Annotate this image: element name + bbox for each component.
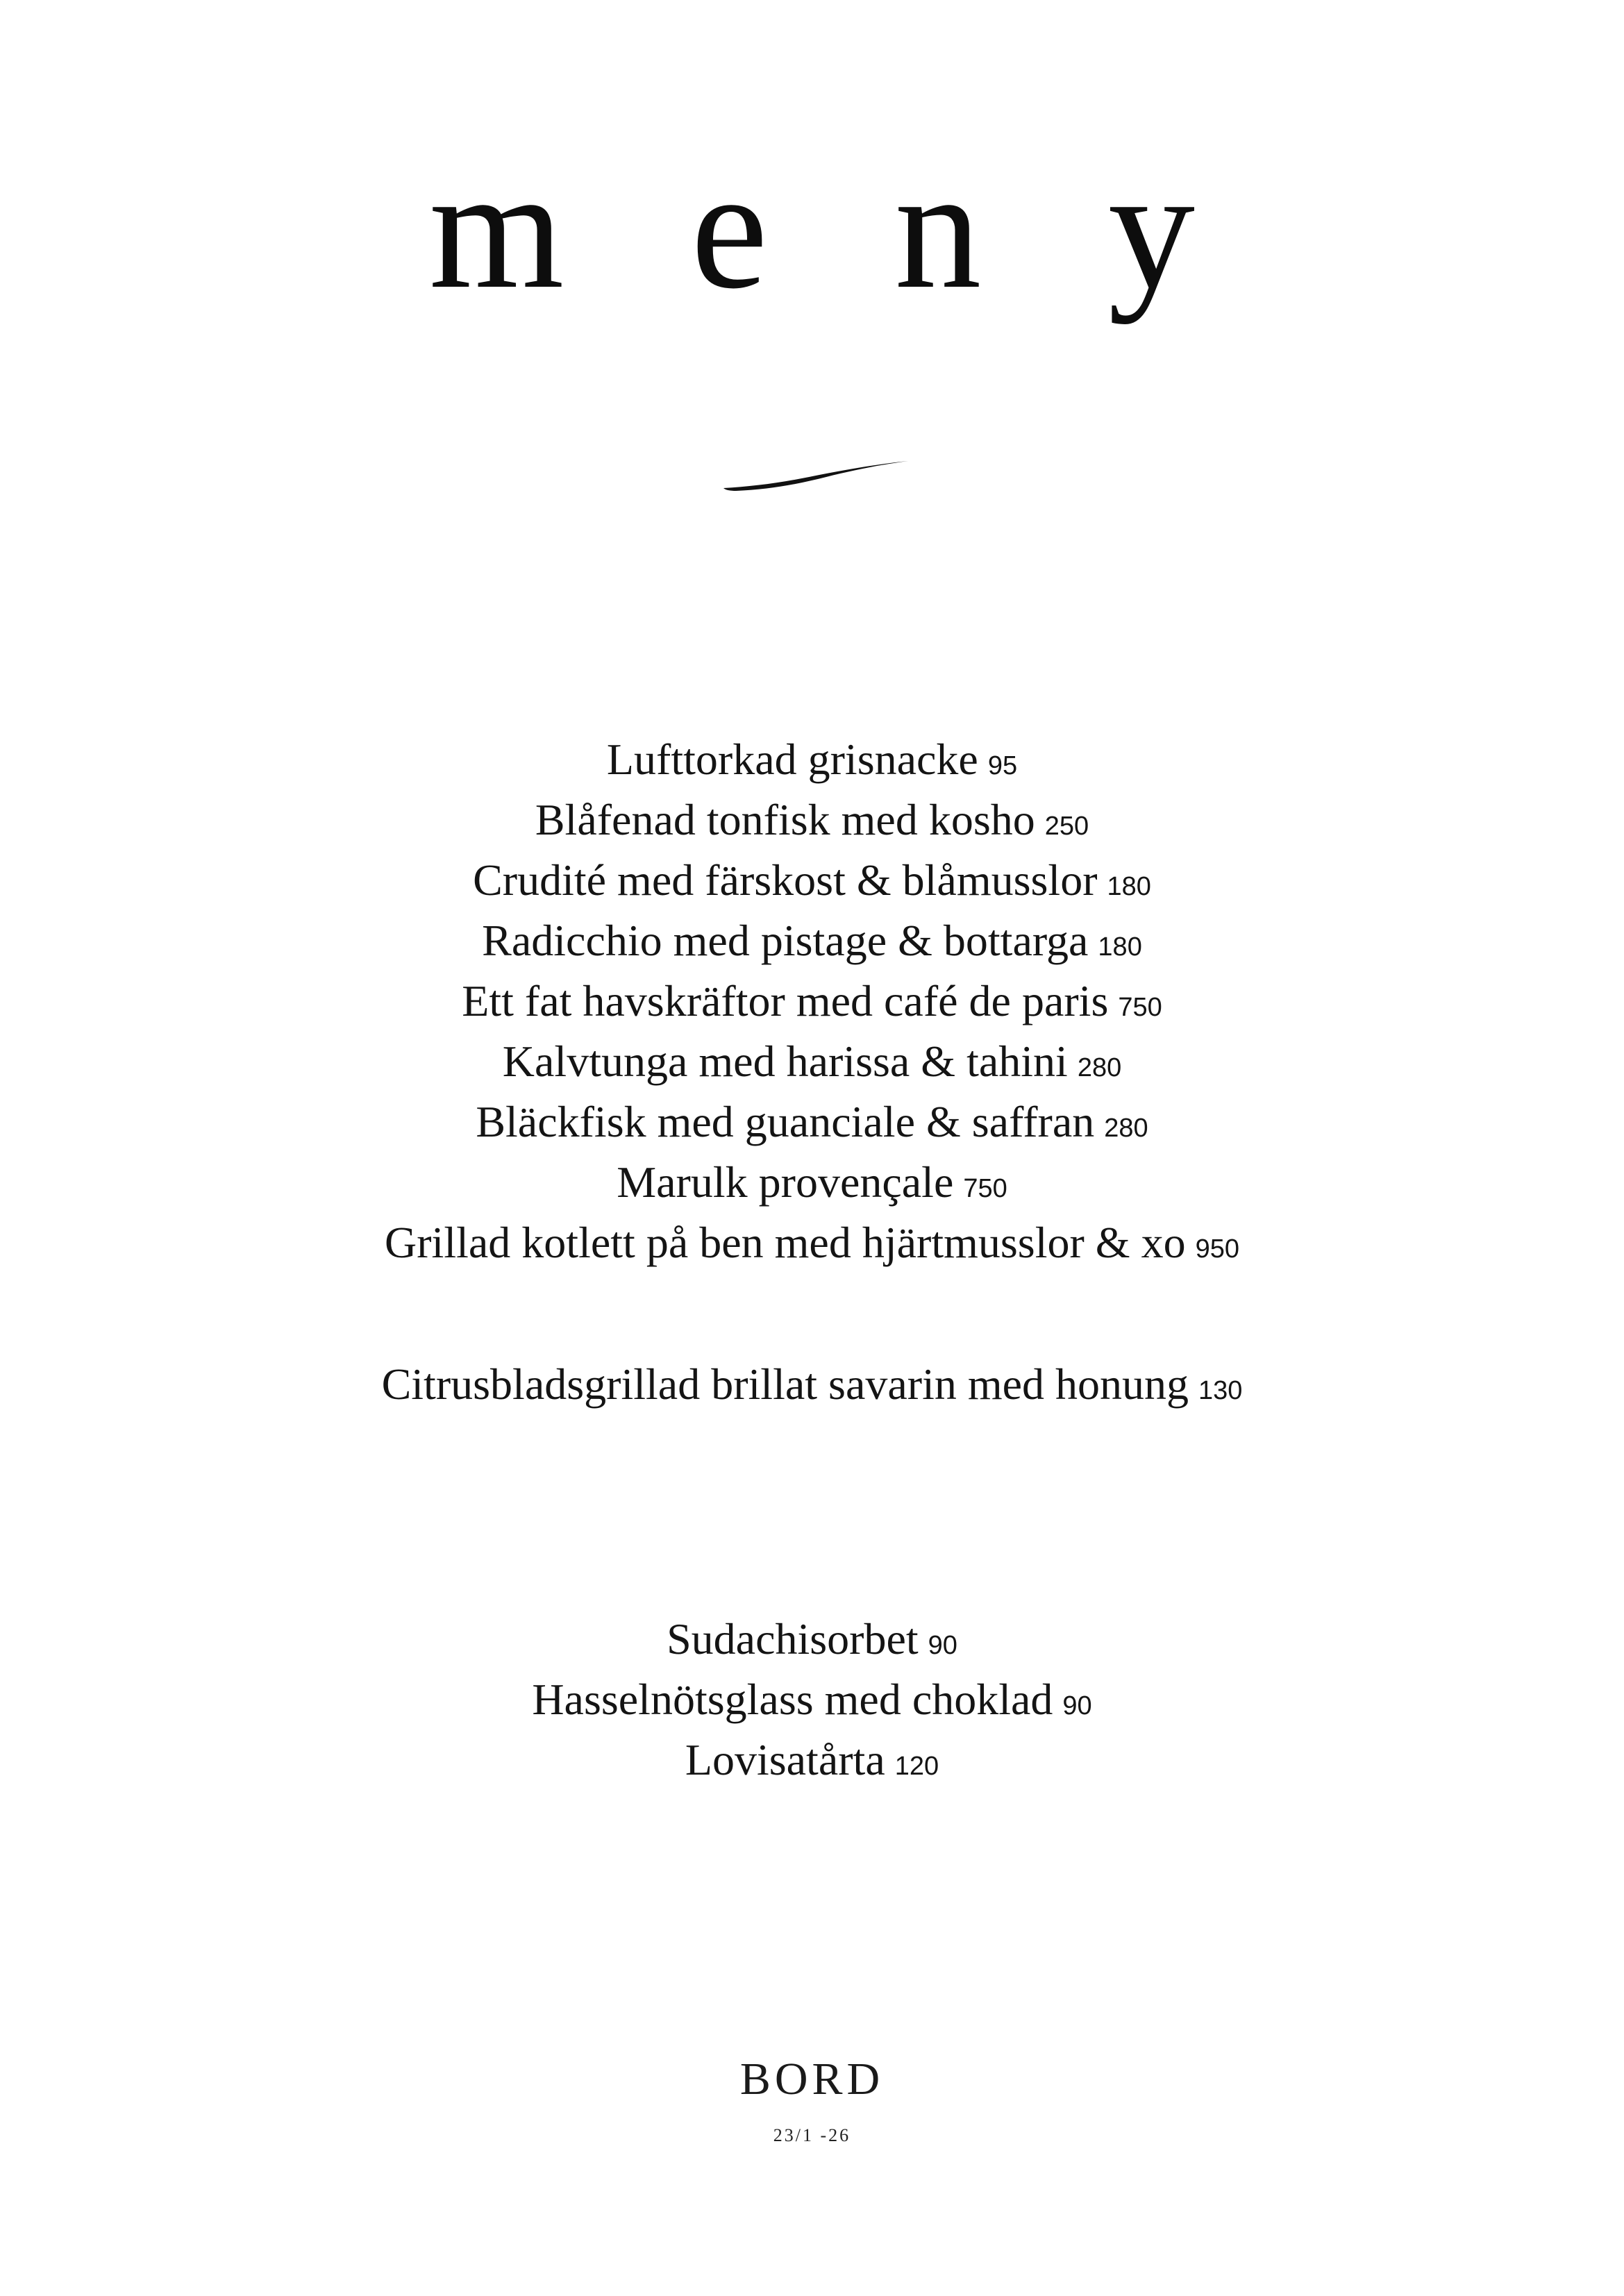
menu-item-name: Sudachisorbet bbox=[667, 1614, 919, 1664]
menu-item bbox=[0, 853, 1624, 914]
menu-item bbox=[0, 793, 1624, 853]
menu-item-price: 90 bbox=[1062, 1691, 1092, 1720]
menu-item-name: Lufttorkad grisnacke bbox=[606, 735, 978, 784]
menu-item-name: Ett fat havskräftor med café de paris bbox=[462, 976, 1109, 1025]
menu-item-name: Radicchio med pistage & bottarga bbox=[482, 916, 1089, 965]
menu-item-price: 750 bbox=[963, 1174, 1007, 1203]
menu-item-price: 280 bbox=[1104, 1114, 1148, 1143]
menu-item bbox=[0, 1034, 1624, 1095]
menu-item-name: Blåfenad tonfisk med kosho bbox=[535, 795, 1035, 844]
menu-item bbox=[0, 1673, 1624, 1733]
menu-date: 23/1 -26 bbox=[773, 2125, 851, 2145]
menu-item-price: 95 bbox=[987, 751, 1018, 780]
mains-list bbox=[0, 732, 1624, 1276]
menu-item-name: Marulk provençale bbox=[617, 1157, 954, 1207]
menu-item-name: Hasselnötsglass med choklad bbox=[532, 1675, 1053, 1724]
menu-item bbox=[0, 914, 1624, 974]
menu-item bbox=[0, 1357, 1624, 1418]
menu-item-price: 180 bbox=[1107, 872, 1151, 901]
menu-item-name: Kalvtunga med harissa & tahini bbox=[502, 1037, 1068, 1086]
menu-item-name: Grillad kotlett på ben med hjärtmusslor & xo bbox=[385, 1218, 1186, 1267]
menu-title: m e n y bbox=[429, 133, 1237, 325]
menu-item-name: Bläckfisk med guanciale & saffran bbox=[476, 1097, 1095, 1146]
menu-item bbox=[0, 1216, 1624, 1276]
desserts-list bbox=[0, 1612, 1624, 1793]
menu-item bbox=[0, 1155, 1624, 1216]
menu-item-price: 750 bbox=[1118, 993, 1162, 1022]
menu-item-price: 130 bbox=[1198, 1376, 1243, 1405]
menu-item-name: Crudité med färskost & blåmusslor bbox=[473, 855, 1098, 905]
menu-item-price: 950 bbox=[1195, 1234, 1239, 1264]
menu-item bbox=[0, 1733, 1624, 1793]
menu-item-name: Citrusbladsgrillad brillat savarin med honung bbox=[381, 1359, 1189, 1409]
menu-item bbox=[0, 732, 1624, 793]
menu-item-price: 250 bbox=[1044, 812, 1089, 841]
menu-item-price: 280 bbox=[1077, 1053, 1122, 1082]
menu-item bbox=[0, 974, 1624, 1034]
menu-item bbox=[0, 1612, 1624, 1673]
menu-item-name: Lovisatårta bbox=[685, 1735, 885, 1784]
menu-item-price: 180 bbox=[1098, 932, 1142, 962]
restaurant-brand: BORD bbox=[739, 2054, 885, 2104]
brush-stroke-icon bbox=[722, 458, 910, 493]
cheese-list bbox=[0, 1357, 1624, 1418]
menu-item-price: 90 bbox=[928, 1631, 957, 1660]
menu-item-price: 120 bbox=[894, 1752, 939, 1781]
menu-item bbox=[0, 1095, 1624, 1155]
